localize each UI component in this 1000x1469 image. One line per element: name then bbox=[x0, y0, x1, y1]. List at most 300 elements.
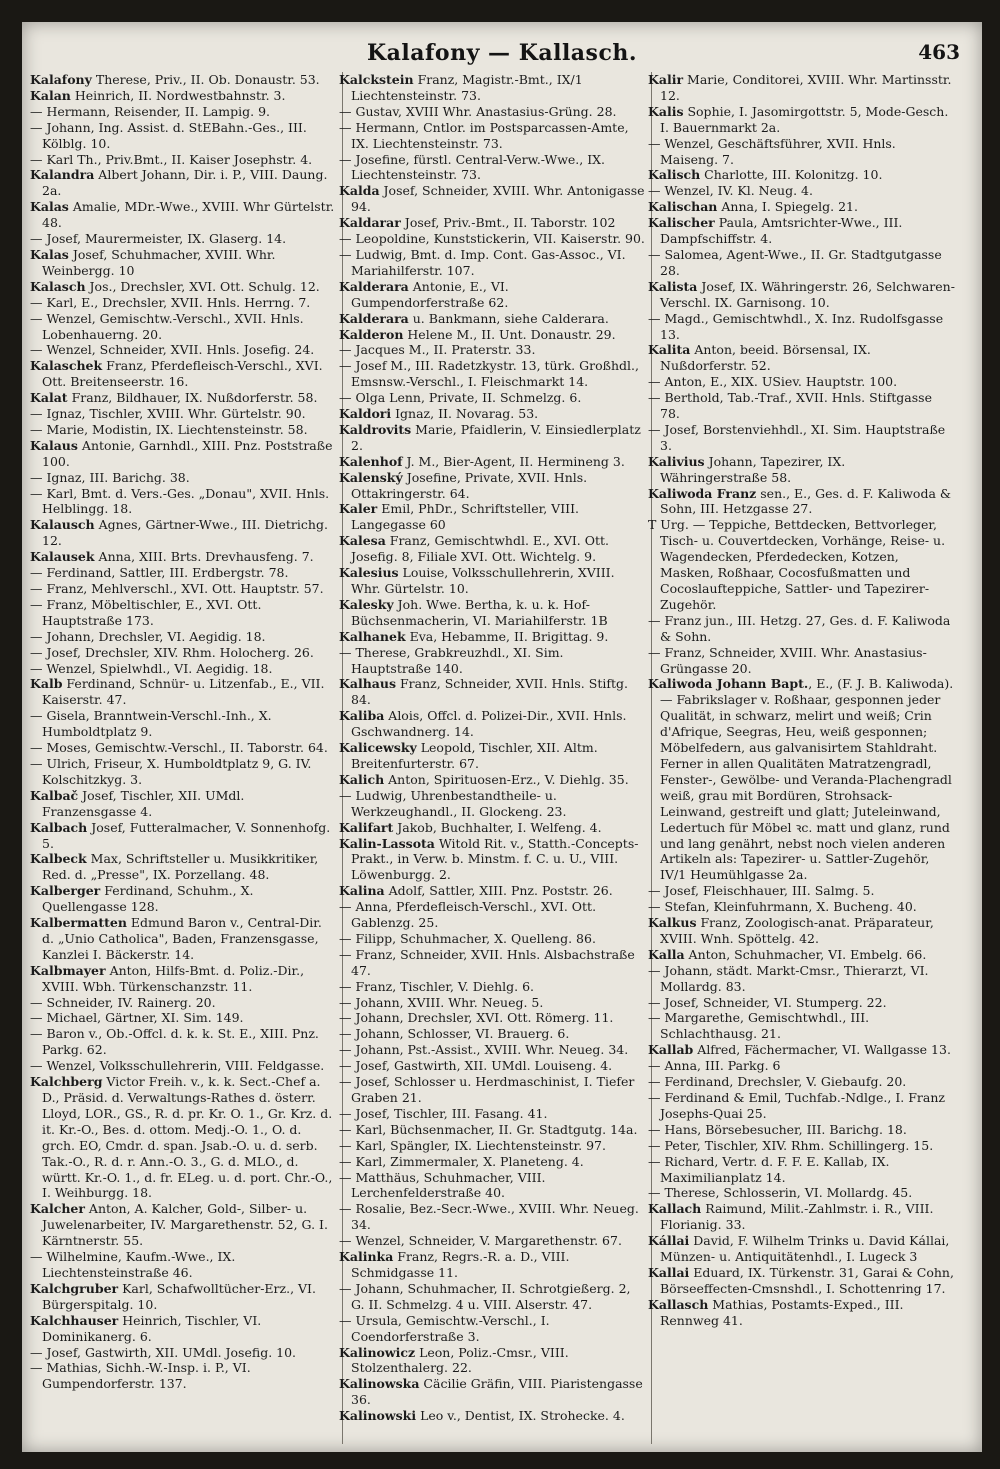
entry-details: — Johann, Ing. Assist. d. StEBahn.-Ges., III. Kölblg. 10. bbox=[30, 119, 307, 151]
directory-entry bbox=[30, 390, 337, 406]
entry-details: Franz, Regrs.-R. a. D., VIII. Schmidgasse 11. bbox=[351, 1249, 570, 1280]
column-1 bbox=[30, 72, 337, 1444]
entry-details: Anton, A. Kalcher, Gold-, Silber- u. Juwelenarbeiter, IV. Margarethenstr. 52, G. I. Kärntnerstr. 55. bbox=[42, 1201, 328, 1249]
directory-entry bbox=[30, 72, 337, 88]
directory-entry bbox=[30, 295, 337, 311]
entry-details: — Therese, Schlosserin, VI. Mollardg. 45. bbox=[648, 1185, 913, 1201]
directory-entry bbox=[339, 1345, 646, 1377]
entry-surname: Kalhaus bbox=[339, 676, 397, 692]
entry-details: — Marie, Modistin, IX. Liechtensteinstr. 58. bbox=[30, 421, 308, 437]
directory-entry bbox=[648, 1058, 955, 1074]
directory-entry bbox=[30, 247, 337, 279]
directory-entry bbox=[30, 1360, 337, 1392]
entry-surname: Kalberger bbox=[30, 883, 101, 899]
entry-surname: Kalcher bbox=[30, 1201, 85, 1217]
entry-surname: Kalbmayer bbox=[30, 962, 106, 978]
directory-entry bbox=[339, 1074, 646, 1106]
entry-surname: Kalaus bbox=[30, 437, 78, 453]
directory-entry bbox=[339, 708, 646, 740]
entry-surname: Kaliwoda Franz bbox=[648, 485, 757, 501]
entry-details: Josefine, Private, XVII. Hnls. Ottakringerstr. 64. bbox=[351, 469, 588, 501]
directory-entry bbox=[30, 676, 337, 708]
directory-entry bbox=[339, 788, 646, 820]
entry-surname: Kaliba bbox=[339, 708, 385, 724]
entry-details: — Wenzel, Geschäftsführer, XVII. Hnls. Maiseng. 7. bbox=[648, 135, 896, 167]
entry-details: Louise, Volksschullehrerin, XVIII. Whr. Gürtelstr. 10. bbox=[351, 565, 615, 596]
directory-entry bbox=[339, 1106, 646, 1122]
directory-entry bbox=[30, 470, 337, 486]
directory-entry bbox=[648, 963, 955, 995]
entry-details: — Franz jun., III. Hetzg. 27, Ges. d. F. Kaliwoda & Sohn. bbox=[648, 612, 951, 644]
entry-details: — Karl, Spängler, IX. Liechtensteinstr. 97. bbox=[339, 1137, 606, 1153]
directory-entry bbox=[30, 549, 337, 565]
directory-entry bbox=[648, 613, 955, 645]
entry-details: — Ferdinand, Drechsler, V. Giebaufg. 20. bbox=[648, 1074, 907, 1090]
directory-entry bbox=[648, 1185, 955, 1201]
entry-details: — Karl, E., Drechsler, XVII. Hnls. Herrng. 7. bbox=[30, 294, 311, 310]
directory-entry bbox=[648, 422, 955, 454]
entry-surname: Kállai bbox=[648, 1233, 690, 1249]
entry-details: Franz, Gemischtwhdl. E., XVI. Ott. Josefig. 8, Filiale XVI. Ott. Wichtelg. 9. bbox=[351, 533, 610, 565]
entry-details: — Wenzel, IV. Kl. Neug. 4. bbox=[648, 183, 813, 199]
directory-entry bbox=[339, 740, 646, 772]
entry-surname: Kalita bbox=[648, 342, 691, 358]
entry-details: Josef, Futteralmacher, V. Sonnenhofg. 5. bbox=[42, 819, 331, 851]
entry-surname: Kalisch bbox=[648, 167, 701, 183]
entry-details: Ferdinand, Schuhm., X. Quellengasse 128. bbox=[42, 883, 254, 915]
entry-details: — Hermann, Cntlor. im Postsparcassen-Amte, IX. Liechtensteinstr. 73. bbox=[339, 119, 629, 151]
entry-details: Max, Schriftsteller u. Musikkritiker, Red. d. „Presse", IX. Porzellang. 48. bbox=[42, 851, 319, 883]
page-number: 463 bbox=[918, 40, 960, 64]
entry-details: — Ignaz, Tischler, XVIII. Whr. Gürtelstr. 90. bbox=[30, 406, 306, 422]
directory-entry bbox=[30, 1345, 337, 1361]
directory-entry bbox=[648, 995, 955, 1011]
entry-details: — Josef, Schneider, VI. Stumperg. 22. bbox=[648, 994, 887, 1010]
directory-entry bbox=[30, 995, 337, 1011]
directory-entry bbox=[648, 167, 955, 183]
column-3 bbox=[648, 72, 955, 1444]
directory-entry bbox=[30, 1010, 337, 1026]
directory-entry bbox=[648, 342, 955, 374]
directory-entry bbox=[648, 390, 955, 422]
directory-entry bbox=[339, 772, 646, 788]
entry-details: — Johann, Schlosser, VI. Brauerg. 6. bbox=[339, 1026, 570, 1042]
directory-entry bbox=[30, 104, 337, 120]
entry-details: — Josef, Borstenviehhdl., XI. Sim. Hauptstraße 3. bbox=[648, 421, 946, 453]
directory-entry bbox=[339, 1281, 646, 1313]
directory-entry bbox=[339, 1201, 646, 1233]
directory-entry bbox=[648, 374, 955, 390]
directory-entry bbox=[30, 645, 337, 661]
directory-entry bbox=[30, 1058, 337, 1074]
entry-surname: Kalckstein bbox=[339, 72, 414, 87]
entry-details: — Josef, Drechsler, XIV. Rhm. Holocherg. 26. bbox=[30, 644, 314, 660]
entry-details: Karl, Schafwolltücher-Erz., VI. Bürgerspitalg. 10. bbox=[42, 1280, 316, 1312]
entry-details: — Olga Lenn, Private, II. Schmelzg. 6. bbox=[339, 390, 582, 406]
directory-entry bbox=[30, 231, 337, 247]
entry-details: Josef, Priv.-Bmt., II. Taborstr. 102 bbox=[400, 215, 616, 231]
directory-entry bbox=[30, 517, 337, 549]
directory-entry bbox=[339, 1170, 646, 1202]
entry-details: — Margarethe, Gemischtwhdl., III. Schlachthausg. 21. bbox=[648, 1010, 870, 1042]
directory-entry bbox=[339, 311, 646, 327]
entry-surname: Kalausek bbox=[30, 549, 95, 565]
entry-details: Franz, Bildhauer, IX. Nußdorferstr. 58. bbox=[67, 390, 318, 406]
entry-details: — Ferdinand, Sattler, III. Erdbergstr. 78. bbox=[30, 565, 289, 581]
directory-entry bbox=[30, 883, 337, 915]
entry-details: Anton, Spirituosen-Erz., V. Diehlg. 35. bbox=[384, 771, 629, 787]
directory-entry bbox=[339, 1058, 646, 1074]
directory-entry bbox=[30, 1074, 337, 1201]
entry-details: — Ignaz, III. Barichg. 38. bbox=[30, 469, 190, 485]
entry-details: — Ursula, Gemischtw.-Verschl., I. Coendorferstraße 3. bbox=[339, 1312, 550, 1344]
entry-surname: Kalbach bbox=[30, 819, 88, 835]
directory-entry bbox=[648, 1090, 955, 1122]
directory-entry bbox=[648, 899, 955, 915]
entry-details: — Michael, Gärtner, XI. Sim. 149. bbox=[30, 1010, 244, 1026]
entry-details: — Karl, Zimmermaler, X. Planeteng. 4. bbox=[339, 1153, 584, 1169]
entry-details: — Mathias, Sichh.-W.-Insp. i. P., VI. Gumpendorferstr. 137. bbox=[30, 1360, 251, 1392]
entry-surname: Kalbeck bbox=[30, 851, 87, 867]
page-title: Kalafony — Kallasch. bbox=[366, 40, 637, 66]
directory-entry bbox=[648, 215, 955, 247]
directory-entry bbox=[30, 581, 337, 597]
directory-entry bbox=[30, 358, 337, 390]
entry-details: — Franz, Schneider, XVII. Hnls. Alsbachstraße 47. bbox=[339, 946, 635, 978]
entry-surname: Kalenhof bbox=[339, 453, 403, 469]
directory-entry bbox=[339, 883, 646, 899]
directory-entry bbox=[339, 454, 646, 470]
directory-entry bbox=[339, 645, 646, 677]
directory-entry bbox=[30, 88, 337, 104]
entry-details: Ferdinand, Schnür- u. Litzenfab., E., VII. Kaiserstr. 47. bbox=[42, 676, 325, 708]
entry-details: J. M., Bier-Agent, II. Hermineng 3. bbox=[402, 453, 625, 469]
entry-surname: Kalchhauser bbox=[30, 1312, 119, 1328]
entry-details: — Johann, Drechsler, VI. Aegidig. 18. bbox=[30, 628, 266, 644]
directory-entry bbox=[648, 1010, 955, 1042]
entry-details: Ignaz, II. Novarag. 53. bbox=[391, 406, 539, 422]
entry-surname: Kalicewsky bbox=[339, 740, 417, 756]
entry-details: — Gustav, XVIII Whr. Anastasius-Grüng. 28. bbox=[339, 103, 617, 119]
directory-entry bbox=[648, 1154, 955, 1186]
directory-entry bbox=[339, 1376, 646, 1408]
directory-entry bbox=[339, 470, 646, 502]
entry-surname: Kaler bbox=[339, 501, 378, 517]
entry-details: Alfred, Fächermacher, VI. Wallgasse 13. bbox=[693, 1042, 951, 1058]
entry-surname: Kaldrovits bbox=[339, 421, 412, 437]
entry-surname: Kalinowicz bbox=[339, 1344, 416, 1360]
entry-details: Josef, Schneider, XVIII. Whr. Antonigasse 94. bbox=[351, 183, 645, 215]
directory-entry bbox=[339, 183, 646, 215]
entry-details: — Magd., Gemischtwhdl., X. Inz. Rudolfsgasse 13. bbox=[648, 310, 944, 342]
directory-entry bbox=[339, 231, 646, 247]
entry-surname: Kalin-Lassota bbox=[339, 835, 435, 851]
entry-details: — Moses, Gemischtw.-Verschl., II. Taborstr. 64. bbox=[30, 740, 328, 756]
directory-entry bbox=[648, 486, 955, 518]
entry-details: Emil, PhDr., Schriftsteller, VIII. Langegasse 60 bbox=[351, 501, 579, 533]
directory-entry bbox=[30, 629, 337, 645]
entry-surname: Kallach bbox=[648, 1201, 702, 1217]
directory-entry bbox=[30, 788, 337, 820]
entry-details: Leo v., Dentist, IX. Strohecke. 4. bbox=[416, 1408, 625, 1424]
directory-entry bbox=[30, 422, 337, 438]
entry-surname: Kalista bbox=[648, 278, 698, 294]
entry-surname: Kalderon bbox=[339, 326, 404, 342]
entry-details: — Schneider, IV. Rainerg. 20. bbox=[30, 994, 216, 1010]
directory-entry bbox=[30, 152, 337, 168]
page-header bbox=[32, 40, 972, 74]
entry-surname: Kalkus bbox=[648, 915, 697, 931]
entry-details: Witold Rit. v., Statth.-Concepts-Prakt., in Verw. b. Minstm. f. C. u. U., VIII. Löwenburgg. 2. bbox=[351, 835, 639, 883]
entry-surname: Kalivius bbox=[648, 453, 705, 469]
entry-details: Marie, Pfaidlerin, V. Einsiedlerplatz 2. bbox=[351, 421, 641, 453]
directory-entry bbox=[30, 597, 337, 629]
columns-container bbox=[30, 72, 974, 1444]
entry-details: — Ferdinand & Emil, Tuchfab.-Ndlge., I. Franz Josephs-Quai 25. bbox=[648, 1090, 945, 1121]
directory-entry bbox=[30, 279, 337, 295]
entry-details: Josef, Tischler, XII. UMdl. Franzensgasse 4. bbox=[42, 787, 245, 819]
directory-entry bbox=[30, 167, 337, 199]
directory-entry bbox=[339, 1138, 646, 1154]
entry-details: Sophie, I. Jasomirgottstr. 5, Mode-Gesch. I. Bauernmarkt 2a. bbox=[660, 103, 949, 135]
entry-details: Alois, Offcl. d. Polizei-Dir., XVII. Hnls. Gschwandnerg. 14. bbox=[351, 708, 627, 740]
directory-entry bbox=[648, 247, 955, 279]
entry-surname: Kalinowska bbox=[339, 1376, 420, 1392]
directory-entry bbox=[30, 820, 337, 852]
directory-entry bbox=[339, 995, 646, 1011]
directory-entry bbox=[648, 279, 955, 311]
directory-entry bbox=[30, 342, 337, 358]
entry-details: — Franz, Mehlverschl., XVI. Ott. Hauptstr. 57. bbox=[30, 581, 324, 596]
entry-details: — Wenzel, Gemischtw.-Verschl., XVII. Hnls. Lobenhauerng. 20. bbox=[30, 310, 304, 342]
entry-details: Marie, Conditorei, XVIII. Whr. Martinsstr. 12. bbox=[660, 72, 952, 103]
directory-entry bbox=[648, 199, 955, 215]
directory-entry bbox=[648, 1233, 955, 1265]
directory-entry bbox=[30, 1249, 337, 1281]
entry-details: , E., (F. J. B. Kaliwoda). — Fabrikslager v. Roßhaar, gesponnen jeder Qualität, in schwarz, melirt und weiß; Crin d'Afrique, Seegras, Heu, weiß gesponnen; Möbelfedern, aus galvanisirtem Stahldraht. Ferner in allen Qualitäten Matratzengradl, Fenster-, Gewölbe- und Veranda-Plachengradl weiß, grau mit Bordüren, Strohsack-Leinwand, gestreift und glatt; Juteleinwand, Ledertuch für Möbel ꝛc. matt und glanz, rund und lang genährt, nebst noch vielen anderen Artikeln als: Tapezirer- u. Sattler-Zugehör, IV/1 Heumühlgasse 2a. bbox=[660, 676, 954, 883]
entry-details: — Gisela, Branntwein-Verschl.-Inh., X. Humboldtplatz 9. bbox=[30, 708, 272, 740]
entry-details: — Josef, Tischler, III. Fasang. 41. bbox=[339, 1105, 548, 1121]
entry-details: — Josef, Maurermeister, IX. Glaserg. 14. bbox=[30, 231, 287, 247]
entry-details: — Therese, Grabkreuzhdl., XI. Sim. Hauptstraße 140. bbox=[339, 644, 564, 676]
directory-entry bbox=[339, 406, 646, 422]
entry-surname: Kaldori bbox=[339, 406, 392, 422]
entry-details: Helene M., II. Unt. Donaustr. 29. bbox=[403, 326, 616, 342]
entry-surname: Kalinka bbox=[339, 1249, 394, 1265]
entry-details: — Richard, Vertr. d. F. F. E. Kallab, IX. Maximilianplatz 14. bbox=[648, 1153, 890, 1185]
entry-surname: Kalas bbox=[30, 199, 69, 215]
directory-entry bbox=[339, 820, 646, 836]
entry-surname: Kalesa bbox=[339, 533, 386, 549]
directory-entry bbox=[339, 152, 646, 184]
entry-details: Adolf, Sattler, XIII. Pnz. Poststr. 26. bbox=[384, 883, 613, 899]
directory-entry bbox=[648, 517, 955, 612]
entry-surname: Kallab bbox=[648, 1042, 694, 1058]
entry-surname: Kalis bbox=[648, 103, 684, 119]
directory-entry bbox=[30, 915, 337, 963]
directory-entry bbox=[30, 406, 337, 422]
entry-details: Anton, Schuhmacher, VI. Embelg. 66. bbox=[684, 946, 927, 962]
directory-entry bbox=[648, 883, 955, 899]
directory-entry bbox=[648, 915, 955, 947]
directory-entry bbox=[339, 1233, 646, 1249]
entry-details: Heinrich, II. Nordwestbahnstr. 3. bbox=[70, 87, 286, 103]
entry-details: — Filipp, Schuhmacher, X. Quelleng. 86. bbox=[339, 930, 596, 946]
entry-surname: Kalesius bbox=[339, 565, 399, 581]
entry-surname: Kalbermatten bbox=[30, 915, 127, 931]
directory-entry bbox=[339, 390, 646, 406]
entry-details: Edmund Baron v., Central-Dir. d. „Unio Catholica", Baden, Franzensgasse, Kanzlei I. Bäckerstr. 14. bbox=[42, 915, 322, 962]
directory-entry bbox=[648, 72, 955, 104]
entry-details: — Jacques M., II. Praterstr. 33. bbox=[339, 342, 536, 358]
entry-details: — Ulrich, Friseur, X. Humboldtplatz 9, G. IV. Kolschitzkyg. 3. bbox=[30, 755, 312, 787]
entry-details: — Josef M., III. Radetzkystr. 13, türk. Großhdl., Emsnsw.-Verschl., I. Fleischmarkt 14. bbox=[339, 358, 639, 390]
entry-surname: Kalderara bbox=[339, 278, 409, 294]
directory-entry bbox=[339, 979, 646, 995]
entry-details: Therese, Priv., II. Ob. Donaustr. 53. bbox=[91, 72, 320, 87]
entry-details: — Matthäus, Schuhmacher, VIII. Lerchenfelderstraße 40. bbox=[339, 1169, 546, 1201]
entry-details: — Stefan, Kleinfuhrmann, X. Bucheng. 40. bbox=[648, 899, 917, 915]
entry-details: — Berthold, Tab.-Traf., XVII. Hnls. Stiftgasse 78. bbox=[648, 390, 932, 422]
directory-entry bbox=[648, 676, 955, 883]
directory-entry bbox=[339, 279, 646, 311]
directory-entry bbox=[339, 676, 646, 708]
entry-details: Joh. Wwe. Bertha, k. u. k. Hof-Büchsenmacherin, VI. Mariahilferstr. 1B bbox=[351, 596, 608, 628]
entry-details: — Johann, XVIII. Whr. Neueg. 5. bbox=[339, 994, 544, 1010]
directory-entry bbox=[339, 899, 646, 931]
entry-surname: Kalas bbox=[30, 246, 69, 262]
directory-entry bbox=[648, 136, 955, 168]
directory-entry bbox=[339, 597, 646, 629]
entry-surname: Kalderara bbox=[339, 310, 409, 326]
entry-surname: Kalinowski bbox=[339, 1408, 417, 1424]
entry-details: Raimund, Milit.-Zahlmstr. i. R., VIII. Florianig. 33. bbox=[660, 1201, 934, 1233]
directory-entry bbox=[648, 454, 955, 486]
entry-surname: Kalenský bbox=[339, 469, 403, 485]
entry-details: Jos., Drechsler, XVI. Ott. Schulg. 12. bbox=[85, 278, 320, 294]
entry-surname: Kalb bbox=[30, 676, 63, 692]
directory-entry bbox=[339, 1122, 646, 1138]
entry-surname: Kaldarar bbox=[339, 215, 401, 231]
directory-entry bbox=[30, 740, 337, 756]
entry-surname: Kalir bbox=[648, 72, 684, 87]
entry-details: — Leopoldine, Kunststickerin, VII. Kaiserstr. 90. bbox=[339, 231, 645, 247]
entry-details: sen., E., Ges. d. F. Kaliwoda & Sohn, III. Hetzgasse 27. bbox=[660, 485, 952, 517]
directory-entry bbox=[648, 1265, 955, 1297]
entry-details: Charlotte, III. Kolonitzg. 10. bbox=[700, 167, 883, 183]
entry-surname: Kalaschek bbox=[30, 358, 103, 374]
entry-details: — Hans, Börsebesucher, III. Barichg. 18. bbox=[648, 1121, 907, 1137]
entry-details: — Salomea, Agent-Wwe., II. Gr. Stadtgutgasse 28. bbox=[648, 246, 942, 278]
entry-surname: Kaliwoda Johann Bapt. bbox=[648, 676, 809, 692]
entry-details: — Johann, Schuhmacher, II. Schrotgießerg. 2, G. II. Schmelzg. 4 u. VIII. Alserstr. 47. bbox=[339, 1280, 631, 1312]
directory-entry bbox=[339, 215, 646, 231]
entry-surname: Kalan bbox=[30, 87, 71, 103]
entry-details: — Karl, Bmt. d. Vers.-Ges. „Donau", XVII. Hnls. Helblingg. 18. bbox=[30, 485, 330, 517]
directory-entry bbox=[30, 486, 337, 518]
entry-details: Anton, Hilfs-Bmt. d. Poliz.-Dir., XVIII. Wbh. Türkenschanzstr. 11. bbox=[42, 962, 305, 994]
directory-entry bbox=[30, 1026, 337, 1058]
directory-entry bbox=[339, 501, 646, 533]
directory-entry bbox=[339, 1154, 646, 1170]
entry-details: — Wenzel, Volksschullehrerin, VIII. Feldgasse. bbox=[30, 1058, 325, 1074]
directory-entry bbox=[30, 963, 337, 995]
directory-entry bbox=[339, 533, 646, 565]
directory-entry bbox=[339, 565, 646, 597]
entry-details: Josef, IX. Währingerstr. 26, Selchwaren-Verschl. IX. Garnisong. 10. bbox=[660, 278, 955, 310]
directory-entry bbox=[339, 1042, 646, 1058]
entry-details: Eduard, IX. Türkenstr. 31, Garai & Cohn, Börseeffecten-Cmsnshdl., I. Schottenring 17. bbox=[660, 1264, 954, 1296]
entry-details: Anna, XIII. Brts. Drevhausfeng. 7. bbox=[94, 549, 314, 565]
entry-details: Paula, Amtsrichter-Wwe., III. Dampfschiffstr. 4. bbox=[660, 215, 903, 247]
entry-surname: Kalchberg bbox=[30, 1074, 103, 1090]
directory-entry bbox=[648, 104, 955, 136]
entry-surname: Kalesky bbox=[339, 596, 394, 612]
entry-details: David, F. Wilhelm Trinks u. David Kállai, Münzen- u. Antiquitätenhdl., I. Lugeck 3 bbox=[660, 1233, 950, 1265]
entry-details: — Josef, Gastwirth, XII. UMdl. Louiseng. 4. bbox=[339, 1058, 613, 1074]
entry-details: Antonie, E., VI. Gumpendorferstraße 62. bbox=[351, 278, 509, 310]
entry-details: Franz, Magistr.-Bmt., IX/1 Liechtensteinstr. 73. bbox=[351, 72, 583, 103]
directory-entry bbox=[648, 1122, 955, 1138]
directory-entry bbox=[30, 1201, 337, 1249]
entry-details: Anton, beeid. Börsensal, IX. Nußdorferstr. 52. bbox=[660, 342, 871, 374]
directory-entry bbox=[339, 629, 646, 645]
directory-entry bbox=[30, 708, 337, 740]
entry-surname: Kalda bbox=[339, 183, 380, 199]
entry-details: — Johann, städt. Markt-Cmsr., Thierarzt, VI. Mollardg. 83. bbox=[648, 962, 929, 994]
entry-details: — Rosalie, Bez.-Secr.-Wwe., XVIII. Whr. Neueg. 34. bbox=[339, 1201, 639, 1233]
entry-details: — Josef, Gastwirth, XII. UMdl. Josefig. 10. bbox=[30, 1344, 297, 1360]
directory-entry bbox=[339, 1026, 646, 1042]
directory-entry bbox=[30, 1313, 337, 1345]
entry-surname: Kallai bbox=[648, 1264, 690, 1280]
entry-details: — Ludwig, Uhrenbestandtheile- u. Werkzeughandl., II. Glockeng. 23. bbox=[339, 787, 567, 819]
entry-details: — Johann, Pst.-Assist., XVIII. Whr. Neueg. 34. bbox=[339, 1042, 629, 1058]
entry-surname: Kalich bbox=[339, 771, 385, 787]
entry-details: — Anna, III. Parkg. 6 bbox=[648, 1058, 781, 1074]
entry-details: — Josefine, fürstl. Central-Verw.-Wwe., IX. Liechtensteinstr. 73. bbox=[339, 151, 606, 183]
entry-surname: Kalchgruber bbox=[30, 1280, 119, 1296]
entry-details: Eva, Hebamme, II. Brigittag. 9. bbox=[405, 628, 609, 644]
directory-entry bbox=[339, 72, 646, 104]
entry-details: Leopold, Tischler, XII. Altm. Breitenfurterstr. 67. bbox=[351, 740, 598, 771]
directory-entry bbox=[30, 565, 337, 581]
directory-entry bbox=[30, 661, 337, 677]
directory-entry bbox=[648, 183, 955, 199]
directory-entry bbox=[648, 1201, 955, 1233]
entry-details: — Wenzel, Schneider, XVII. Hnls. Josefig. 24. bbox=[30, 342, 315, 358]
directory-entry bbox=[339, 947, 646, 979]
directory-entry bbox=[648, 1042, 955, 1058]
directory-entry bbox=[648, 947, 955, 963]
entry-details: Franz, Zoologisch-anat. Präparateur, XVIII. Wnh. Spöttelg. 42. bbox=[660, 915, 934, 946]
entry-details: Amalie, MDr.-Wwe., XVIII. Whr Gürtelstr. 48. bbox=[42, 199, 335, 231]
entry-details: — Karl, Büchsenmacher, II. Gr. Stadtgutg. 14a. bbox=[339, 1121, 638, 1137]
entry-details: Franz, Pferdefleisch-Verschl., XVI. Ott. Breitenseerstr. 16. bbox=[42, 358, 323, 390]
directory-entry bbox=[30, 1281, 337, 1313]
entry-details: — Johann, Drechsler, XVI. Ott. Römerg. 11. bbox=[339, 1010, 614, 1026]
directory-entry bbox=[339, 247, 646, 279]
directory-entry bbox=[30, 120, 337, 152]
entry-details: Leon, Poliz.-Cmsr., VIII. Stolzenthalerg. 22. bbox=[351, 1344, 569, 1376]
directory-entry bbox=[30, 311, 337, 343]
directory-entry bbox=[30, 199, 337, 231]
entry-details: — Wenzel, Schneider, V. Margarethenstr. 67. bbox=[339, 1233, 622, 1249]
directory-entry bbox=[30, 851, 337, 883]
directory-entry bbox=[339, 327, 646, 343]
entry-surname: Kalbač bbox=[30, 787, 79, 803]
entry-details: — Hermann, Reisender, II. Lampig. 9. bbox=[30, 103, 271, 119]
